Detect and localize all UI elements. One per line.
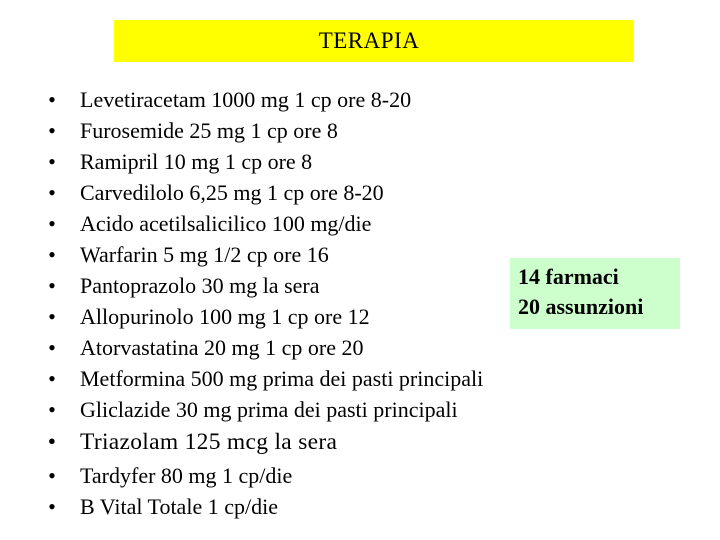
medication-label: Carvedilolo 6,25 mg 1 cp ore 8-20 xyxy=(80,180,384,205)
bullet-icon: • xyxy=(48,273,56,298)
bullet-icon: • xyxy=(48,335,56,360)
medication-label: Warfarin 5 mg 1/2 cp ore 16 xyxy=(80,242,329,267)
bullet-icon: • xyxy=(48,242,56,267)
bullet-icon: • xyxy=(48,211,56,236)
bullet-icon: • xyxy=(47,429,57,455)
medication-label: Pantoprazolo 30 mg la sera xyxy=(80,273,320,298)
medication-label: Allopurinolo 100 mg 1 cp ore 12 xyxy=(80,304,370,329)
bullet-icon: • xyxy=(48,149,56,174)
bullet-icon: • xyxy=(48,397,56,422)
drug-count-label: 14 farmaci xyxy=(518,264,619,289)
medication-label: Acido acetilsalicilico 100 mg/die xyxy=(80,211,372,236)
dose-count-label: 20 assunzioni xyxy=(518,294,644,319)
bullet-icon: • xyxy=(48,180,56,205)
medication-label: B Vital Totale 1 cp/die xyxy=(80,494,278,519)
bullet-icon: • xyxy=(48,304,56,329)
medication-label: Gliclazide 30 mg prima dei pasti principali xyxy=(80,397,458,422)
page-title: TERAPIA xyxy=(318,28,420,53)
medication-label: Triazolam 125 mcg la sera xyxy=(80,429,338,455)
medication-label: Ramipril 10 mg 1 cp ore 8 xyxy=(80,149,313,174)
medication-label: Atorvastatina 20 mg 1 cp ore 20 xyxy=(80,335,364,360)
title-banner xyxy=(114,20,634,62)
bullet-icon: • xyxy=(48,118,56,143)
medication-label: Metformina 500 mg prima dei pasti principali xyxy=(80,366,484,391)
medication-label: Levetiracetam 1000 mg 1 cp ore 8-20 xyxy=(80,87,412,112)
medication-label: Furosemide 25 mg 1 cp ore 8 xyxy=(80,118,338,143)
bullet-icon: • xyxy=(48,87,56,112)
medication-label: Tardyfer 80 mg 1 cp/die xyxy=(80,463,293,488)
bullet-icon: • xyxy=(48,463,56,488)
bullet-icon: • xyxy=(48,494,56,519)
bullet-icon: • xyxy=(48,366,56,391)
summary-box xyxy=(510,258,680,329)
